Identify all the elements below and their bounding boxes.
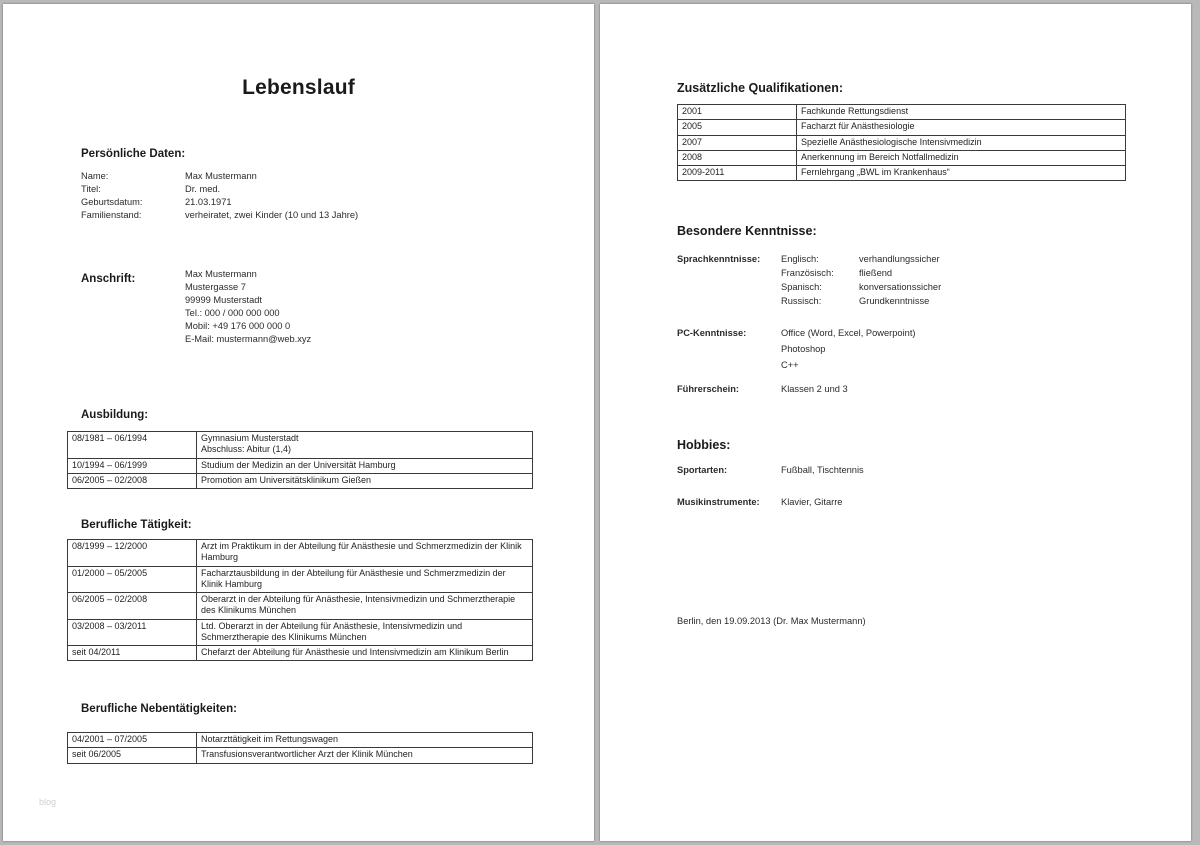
language-name: Russisch: (781, 296, 822, 306)
personal-value: Dr. med. (185, 184, 221, 194)
personal-label: Name: (81, 171, 109, 181)
section-skills-heading: Besondere Kenntnisse: (677, 224, 817, 238)
qualifications-table (677, 104, 1126, 181)
qualification-year: 2008 (678, 150, 797, 165)
address-line: 99999 Musterstadt (185, 295, 263, 305)
page-left (3, 4, 594, 841)
language-skills-label: Sprachkenntnisse: (677, 254, 761, 264)
language-skills (677, 254, 1117, 306)
sidejob-period: seit 06/2005 (68, 748, 197, 763)
education-text: Promotion am Universitätsklinikum Gießen (197, 473, 533, 488)
language-name: Französisch: (781, 268, 834, 278)
sidejob-text: Notarzttätigkeit im Rettungswagen (197, 733, 533, 748)
table-row (68, 458, 533, 473)
computer-skill-item: Office (Word, Excel, Powerpoint) (781, 328, 916, 338)
signature-line: Berlin, den 19.09.2013 (Dr. Max Mustermann) (677, 616, 866, 626)
hobby-label: Sportarten: (677, 465, 728, 475)
page-right (600, 4, 1191, 841)
qualification-text: Anerkennung im Bereich Notfallmedizin (797, 150, 1126, 165)
section-hobbies-heading: Hobbies: (677, 438, 731, 452)
personal-label: Geburtsdatum: (81, 197, 143, 207)
personal-label: Titel: (81, 184, 101, 194)
table-row (68, 432, 533, 459)
qualification-year: 2005 (678, 120, 797, 135)
sidejob-text: Transfusionsverantwortlicher Arzt der Klinik München (197, 748, 533, 763)
language-name: Englisch: (781, 254, 819, 264)
section-address-heading: Anschrift: (81, 273, 136, 285)
table-row (68, 540, 533, 567)
hobby-label: Musikinstrumente: (677, 497, 760, 507)
table-row (68, 619, 533, 646)
personal-value: 21.03.1971 (185, 197, 232, 207)
career-period: 01/2000 – 05/2005 (68, 566, 197, 593)
table-row (678, 166, 1126, 181)
computer-skills-label: PC-Kenntnisse: (677, 328, 747, 338)
career-period: 08/1999 – 12/2000 (68, 540, 197, 567)
career-period: 03/2008 – 03/2011 (68, 619, 197, 646)
table-row (68, 733, 533, 748)
qualification-text: Fachkunde Rettungsdienst (797, 105, 1126, 120)
career-text: Oberarzt in der Abteilung für Anästhesie, Intensivmedizin und Schmerztherapie des Klinikums München (197, 593, 533, 620)
education-period: 08/1981 – 06/1994 (68, 432, 197, 459)
sidejobs-table (67, 732, 533, 764)
address-line: Mustergasse 7 (185, 282, 246, 292)
personal-data-list (81, 171, 511, 220)
table-row (678, 120, 1126, 135)
sidejob-period: 04/2001 – 07/2005 (68, 733, 197, 748)
table-row (68, 593, 533, 620)
language-name: Spanisch: (781, 282, 822, 292)
language-level: Grundkenntnisse (859, 296, 930, 306)
personal-label: Familienstand: (81, 210, 142, 220)
qualification-year: 2007 (678, 135, 797, 150)
language-level: verhandlungssicher (859, 254, 940, 264)
section-career-heading: Berufliche Tätigkeit: (81, 519, 192, 531)
table-row (68, 748, 533, 763)
education-table (67, 431, 533, 489)
table-row (68, 566, 533, 593)
education-text: Gymnasium Musterstadt Abschluss: Abitur (1,4) (197, 432, 533, 459)
language-level: konversationssicher (859, 282, 942, 292)
address-lines (185, 269, 515, 347)
hobby-value: Fußball, Tischtennis (781, 465, 864, 475)
table-row (68, 473, 533, 488)
career-period: 06/2005 – 02/2008 (68, 593, 197, 620)
personal-value: Max Mustermann (185, 171, 257, 181)
drivers-license (677, 384, 1117, 394)
address-line: Mobil: +49 176 000 000 0 (185, 321, 291, 331)
qualification-text: Facharzt für Anästhesiologie (797, 120, 1126, 135)
career-text: Chefarzt der Abteilung für Anästhesie und Intensivmedizin am Klinikum Berlin (197, 646, 533, 661)
address-line: Tel.: 000 / 000 000 000 (185, 308, 280, 318)
career-table (67, 539, 533, 661)
section-sidejobs-heading: Berufliche Nebentätigkeiten: (81, 703, 237, 715)
computer-skill-item: C++ (781, 360, 799, 370)
section-education-heading: Ausbildung: (81, 409, 149, 421)
education-period: 06/2005 – 02/2008 (68, 473, 197, 488)
computer-skills (677, 328, 1117, 370)
personal-value: verheiratet, zwei Kinder (10 und 13 Jahre) (185, 210, 359, 220)
qualification-year: 2001 (678, 105, 797, 120)
address-line: E-Mail: mustermann@web.xyz (185, 334, 312, 344)
page-title: Lebenslauf (242, 76, 355, 99)
table-row (678, 135, 1126, 150)
section-personal-heading: Persönliche Daten: (81, 148, 186, 160)
drivers-license-label: Führerschein: (677, 384, 739, 394)
section-qualifications-heading: Zusätzliche Qualifikationen: (677, 81, 843, 95)
qualification-year: 2009-2011 (678, 166, 797, 181)
watermark: blog (39, 797, 57, 807)
qualification-text: Spezielle Anästhesiologische Intensivmedizin (797, 135, 1126, 150)
career-text: Ltd. Oberarzt in der Abteilung für Anästhesie, Intensivmedizin und Schmerztherapie des Klinikums München (197, 619, 533, 646)
table-row (68, 646, 533, 661)
drivers-license-value: Klassen 2 und 3 (781, 384, 848, 394)
hobbies-list (677, 465, 1117, 507)
table-row (678, 105, 1126, 120)
qualification-text: Fernlehrgang „BWL im Krankenhaus“ (797, 166, 1126, 181)
education-period: 10/1994 – 06/1999 (68, 458, 197, 473)
career-text: Arzt im Praktikum in der Abteilung für Anästhesie und Schmerzmedizin der Klinik Hamburg (197, 540, 533, 567)
computer-skill-item: Photoshop (781, 344, 826, 354)
education-text: Studium der Medizin an der Universität Hamburg (197, 458, 533, 473)
address-line: Max Mustermann (185, 269, 257, 279)
language-level: fließend (859, 268, 893, 278)
hobby-value: Klavier, Gitarre (781, 497, 843, 507)
career-period: seit 04/2011 (68, 646, 197, 661)
career-text: Facharztausbildung in der Abteilung für Anästhesie und Schmerzmedizin der Klinik Hamburg (197, 566, 533, 593)
table-row (678, 150, 1126, 165)
